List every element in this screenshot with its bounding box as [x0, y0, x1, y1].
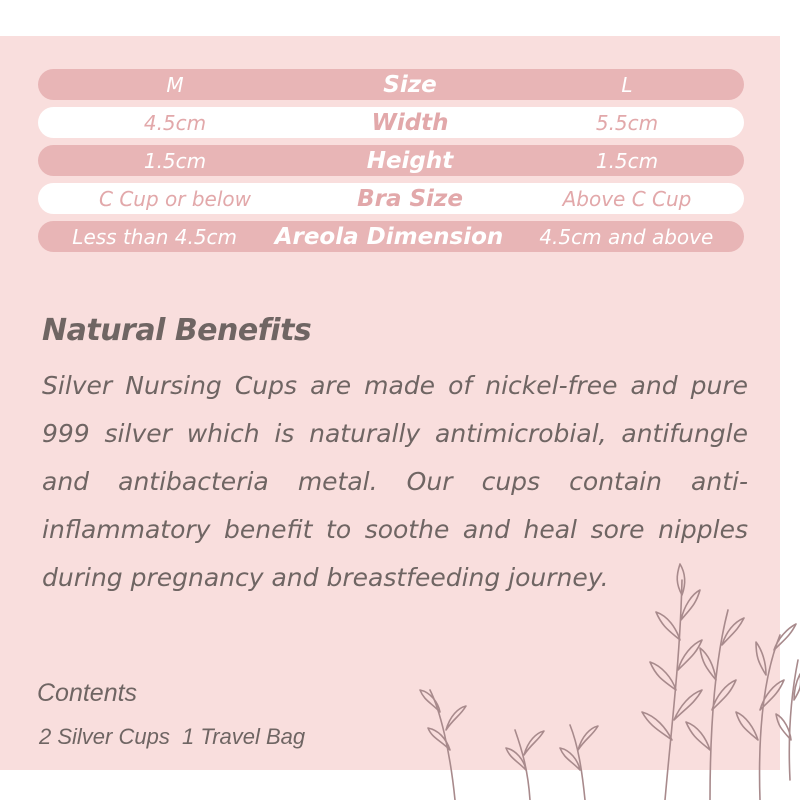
bra-size-m-cell: C Cup or below: [99, 186, 251, 211]
benefits-heading: Natural Benefits: [42, 313, 312, 348]
areola-m-cell: Less than 4.5cm: [72, 224, 238, 249]
size-chart-row: [38, 221, 744, 252]
contents-list: 2 Silver Cups 1 Travel Bag: [39, 724, 306, 749]
contents-heading: Contents: [37, 679, 138, 707]
height-label-cell: Height: [366, 147, 454, 174]
lavender-illustration: [410, 540, 800, 800]
width-l-cell: 5.5cm: [595, 110, 659, 135]
bra-size-label-cell: Bra Size: [357, 185, 463, 212]
height-l-cell: 1.5cm: [595, 148, 659, 173]
size-chart-row: [38, 145, 744, 176]
width-label-cell: Width: [371, 109, 449, 136]
height-m-cell: 1.5cm: [143, 148, 207, 173]
size-chart-row: [38, 107, 744, 138]
bra-size-l-cell: Above C Cup: [562, 186, 692, 211]
areola-label-cell: Areola Dimension: [274, 223, 504, 250]
areola-l-cell: 4.5cm and above: [539, 224, 714, 249]
size-chart-row: [38, 69, 744, 100]
size-chart-row: [38, 183, 744, 214]
size-l-cell: L: [621, 72, 633, 97]
benefits-description: Silver Nursing Cups are made of nickel-free and pure 999 silver which is naturally antimicrobial, antifungle and antibacteria metal. Our cups contain anti-inflammatory benefit to soothe and heal sore nipples during pregnancy and breastfeeding journey.: [42, 371, 748, 592]
size-m-cell: M: [166, 72, 184, 97]
width-m-cell: 4.5cm: [143, 110, 207, 135]
size-label-cell: Size: [383, 71, 437, 98]
